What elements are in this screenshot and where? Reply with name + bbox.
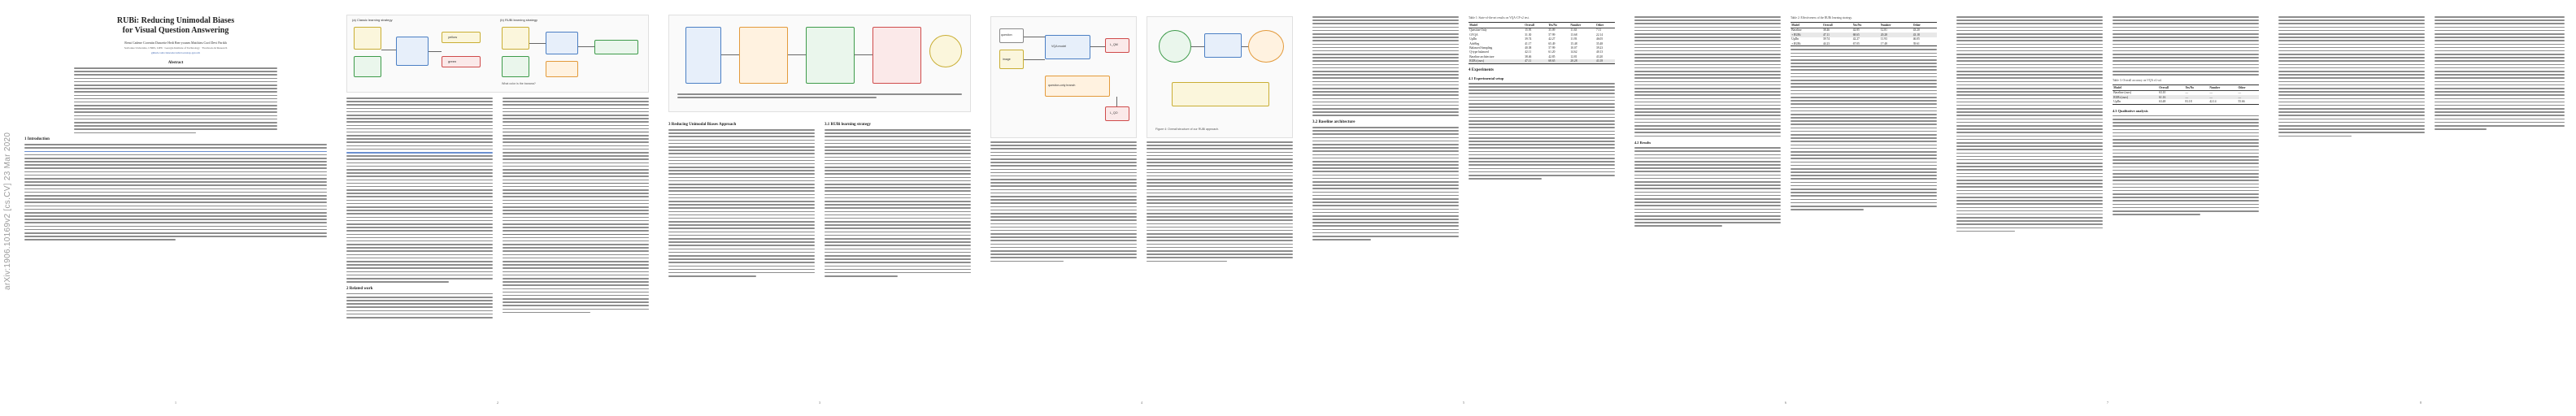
table-cell: — bbox=[2209, 91, 2213, 95]
table-cell: 43.20 bbox=[1912, 28, 1920, 32]
page-number: 1 bbox=[175, 401, 176, 405]
table-cell: Baseline architecture bbox=[1469, 54, 1495, 58]
intro-text bbox=[24, 144, 327, 240]
table-cell: 68.65 bbox=[1547, 59, 1569, 64]
table-cell: Baseline bbox=[1791, 28, 1802, 32]
table-cell: 39.61 bbox=[1912, 41, 1920, 46]
fig3-image-label: image bbox=[1003, 58, 1011, 61]
table-cell: 42.27 bbox=[1852, 37, 1860, 41]
page2-right-text bbox=[503, 98, 649, 313]
page-number: 6 bbox=[1785, 401, 1786, 405]
table-cell: UpDn bbox=[2113, 99, 2121, 103]
table-cell: 57.99 bbox=[1548, 32, 1556, 37]
table-2-caption: Table 2: Effectiveness of the RUBi learning strategy. bbox=[1791, 16, 1852, 20]
table-3-header: Model bbox=[2113, 85, 2158, 90]
table-cell: Balanced Sampling bbox=[1469, 46, 1493, 50]
table-cell: 65.49 bbox=[1548, 41, 1556, 46]
table-cell: 42.85 bbox=[1548, 54, 1556, 58]
table-3 bbox=[2113, 84, 2259, 105]
fig4-node-c bbox=[1248, 30, 1284, 63]
table-cell: 67.05 bbox=[1852, 41, 1860, 46]
vqa-model-box bbox=[396, 37, 429, 66]
table-1 bbox=[1469, 22, 1615, 64]
table-cell: 55.66 bbox=[2238, 99, 2245, 103]
paper-page-1 bbox=[18, 11, 333, 406]
fig2-panel-a bbox=[685, 27, 721, 84]
section-qualitative: 4.3 Qualitative analysis bbox=[2113, 108, 2148, 113]
paper-page-3 bbox=[662, 11, 977, 406]
section-baseline: 3.2 Baseline architecture bbox=[1312, 120, 1355, 125]
table-2-header: Other bbox=[1912, 23, 1937, 28]
table-cell: 41.17 bbox=[1525, 41, 1532, 46]
table-cell: 15.48 bbox=[1570, 41, 1577, 46]
fig3-loss-qm-label: L_QM bbox=[1110, 43, 1118, 46]
table-2-header: Number bbox=[1880, 23, 1912, 28]
page2-left-text bbox=[346, 98, 493, 283]
figure-4 bbox=[1147, 16, 1293, 138]
table-cell: + RUBi bbox=[1791, 32, 1822, 37]
table-row bbox=[1791, 41, 1937, 46]
table-cell: 47.11 bbox=[1822, 32, 1852, 37]
section-introduction: 1 Introduction bbox=[24, 137, 50, 142]
table-cell: Baseline (ours) bbox=[2113, 91, 2132, 95]
table-cell: 43.20 bbox=[1596, 54, 1603, 58]
table-cell: — bbox=[2185, 91, 2189, 95]
fig1-label-rubi: (b) RUBi learning strategy bbox=[500, 18, 538, 22]
abstract-heading: Abstract bbox=[168, 61, 184, 65]
table-cell: 63.10 bbox=[2159, 91, 2166, 95]
figure-1 bbox=[346, 15, 649, 93]
table-row bbox=[2113, 99, 2259, 104]
table-cell: — bbox=[2208, 95, 2237, 99]
table-3-header: Other bbox=[2237, 85, 2259, 90]
table-cell: RUBi (ours) bbox=[1469, 59, 1524, 64]
table-cell: 81.18 bbox=[2185, 99, 2192, 103]
table-cell: 39.74 bbox=[1823, 37, 1830, 41]
table-cell: 10.07 bbox=[1570, 46, 1577, 50]
author-list: Remi Cadene Corentin Dancette Hedi Ben-younes Matthieu Cord Devi Parikh bbox=[124, 41, 227, 45]
fig3-vqa-model-label: VQA model bbox=[1051, 45, 1067, 48]
table-cell: 39.74 bbox=[1525, 37, 1532, 41]
table-cell: 42.14 bbox=[2209, 99, 2217, 103]
table-1-header: Number bbox=[1569, 23, 1595, 28]
table-cell: 12.81 bbox=[1570, 54, 1577, 58]
table-cell: 44.23 bbox=[1823, 41, 1830, 46]
table-cell: 43.18 bbox=[1595, 59, 1615, 64]
table-cell: 11.93 bbox=[1880, 37, 1887, 41]
paper-page-8 bbox=[2272, 11, 2569, 406]
table-cell: GVQA bbox=[1469, 32, 1478, 37]
paper-page-6 bbox=[1628, 11, 1943, 406]
table-row bbox=[1469, 59, 1615, 64]
table-cell: — bbox=[2184, 95, 2208, 99]
fig2-panel-d bbox=[872, 27, 921, 84]
table-cell: 43.18 bbox=[1912, 32, 1937, 37]
fig2-panel-b bbox=[739, 27, 788, 84]
table-cell: 47.11 bbox=[1524, 59, 1547, 64]
table-2-header: Yes/No bbox=[1852, 23, 1880, 28]
table-1-caption: Table 1: State-of-the-art results on VQA-CP v2 test. bbox=[1469, 16, 1530, 20]
table-cell: 42.11 bbox=[1525, 50, 1532, 54]
table-cell: 40.38 bbox=[1525, 46, 1532, 50]
fig4-node-d bbox=[1172, 82, 1269, 106]
page-number: 4 bbox=[1141, 401, 1142, 405]
table-cell: Q-type balanced bbox=[1469, 50, 1489, 54]
table-cell: 40.13 bbox=[1596, 50, 1603, 54]
rubi-output-box bbox=[594, 40, 638, 54]
table-cell: Question-Only bbox=[1469, 28, 1487, 32]
table-cell: — bbox=[2238, 91, 2242, 95]
table-3-caption: Table 3: Overall accuracy on VQA v2 val. bbox=[2113, 78, 2162, 82]
abstract-text bbox=[74, 67, 277, 133]
fig4-caption: Figure 4: Overall structure of our RUBi approach. bbox=[1155, 128, 1220, 131]
table-cell: — bbox=[2237, 95, 2259, 99]
page-number: 2 bbox=[497, 401, 498, 405]
rubi-green-thumbnail bbox=[502, 56, 529, 77]
green-banana-thumbnail bbox=[354, 56, 381, 77]
rubi-vqa-model-box bbox=[546, 32, 578, 54]
figure-3 bbox=[990, 16, 1137, 138]
table-cell: 68.65 bbox=[1852, 32, 1880, 37]
page-number: 5 bbox=[1463, 401, 1464, 405]
table-cell: 63.48 bbox=[2159, 99, 2166, 103]
table-cell: 20.28 bbox=[1569, 59, 1595, 64]
table-cell: 11.63 bbox=[1570, 28, 1577, 32]
table-cell: 35.48 bbox=[1596, 41, 1603, 46]
table-cell: 39.23 bbox=[1596, 46, 1603, 50]
table-cell: UpDn bbox=[1791, 37, 1799, 41]
table-cell: 42.27 bbox=[1548, 37, 1556, 41]
fig3-loss-qo-label: L_QO bbox=[1110, 111, 1118, 115]
table-cell: 20.28 bbox=[1880, 32, 1912, 37]
fig4-node-a bbox=[1159, 30, 1191, 63]
github-link[interactable]: github.com/cdancette/rubi.bootstrap.pytorch bbox=[150, 51, 201, 54]
table-cell: 38.46 bbox=[1823, 28, 1830, 32]
paper-page-4 bbox=[984, 11, 1299, 406]
page-number: 8 bbox=[2420, 401, 2422, 405]
rubi-question-branch-box bbox=[546, 61, 578, 77]
table-cell: 14.62 bbox=[1570, 50, 1577, 54]
table-cell: 12.81 bbox=[1880, 28, 1887, 32]
table-cell: RUBi (ours) bbox=[2113, 95, 2158, 99]
table-cell: AdvReg bbox=[1469, 41, 1480, 46]
table-1-header: Yes/No bbox=[1547, 23, 1569, 28]
table-cell: + RUBi bbox=[1791, 41, 1801, 46]
section-results: 4.2 Results bbox=[1634, 141, 1651, 145]
section-rubi-strategy: 3.1 RUBi learning strategy bbox=[825, 123, 871, 127]
section-approach: 3 Reducing Unimodal Biases Approach bbox=[668, 123, 737, 127]
section-related-work: 2 Related work bbox=[346, 286, 373, 291]
page-number: 7 bbox=[2107, 401, 2108, 405]
paper-page-5 bbox=[1306, 11, 1621, 406]
arxiv-identifier: arXiv:1906.10169v2 [cs.CV] 23 Mar 2020 bbox=[3, 132, 12, 291]
table-cell: 11.93 bbox=[1570, 37, 1577, 41]
table-cell: 7.11 bbox=[1596, 28, 1602, 32]
table-cell: 61.20 bbox=[1548, 50, 1556, 54]
table-cell: 57.99 bbox=[1548, 46, 1556, 50]
rubi-banana-thumbnail bbox=[502, 27, 529, 50]
table-cell: 31.30 bbox=[1525, 32, 1532, 37]
paper-title: RUBi: Reducing Unimodal Biases for Visual Question Answering bbox=[116, 16, 235, 35]
fig3-question-branch-label: question-only branch bbox=[1048, 84, 1076, 87]
table-2-header: Overall bbox=[1822, 23, 1852, 28]
table-cell: 15.95 bbox=[1525, 28, 1532, 32]
table-cell: 42.85 bbox=[1852, 28, 1860, 32]
answer-yellow-label: yellow bbox=[448, 35, 458, 39]
paper-page-7 bbox=[1950, 11, 2265, 406]
fig1-label-classic: (a) Classic learning strategy bbox=[352, 18, 393, 22]
paper-page-2 bbox=[340, 11, 655, 406]
banana-image-thumbnail bbox=[354, 27, 381, 50]
fig2-panel-c bbox=[806, 27, 855, 84]
table-3-header: Number bbox=[2208, 85, 2237, 90]
table-2-header: Model bbox=[1791, 23, 1822, 28]
fig3-question-label: question bbox=[1001, 33, 1012, 37]
fig4-node-b bbox=[1204, 33, 1242, 58]
fig2-circle bbox=[929, 35, 962, 67]
fig1-question: What color is the banana? bbox=[502, 82, 536, 85]
table-3-header: Yes/No bbox=[2184, 85, 2208, 90]
table-cell: 46.05 bbox=[1596, 37, 1603, 41]
table-1-header: Overall bbox=[1524, 23, 1547, 28]
table-cell: 22.14 bbox=[1596, 32, 1603, 37]
affiliations: Sorbonne Universite, CNRS, LIP6 · Georgia Institute of Technology · Facebook AI Research bbox=[124, 46, 228, 50]
table-2 bbox=[1791, 22, 1937, 46]
section-experiments: 4 Experiments bbox=[1469, 67, 1494, 72]
page-number: 3 bbox=[819, 401, 820, 405]
table-cell: 17.48 bbox=[1880, 41, 1887, 46]
table-cell: UpDn bbox=[1469, 37, 1477, 41]
table-1-header: Model bbox=[1469, 23, 1524, 28]
table-cell: 35.09 bbox=[1548, 28, 1556, 32]
answer-green-label: green bbox=[448, 59, 457, 63]
table-1-header: Other bbox=[1595, 23, 1615, 28]
figure-2 bbox=[668, 15, 971, 112]
table-cell: 13.68 bbox=[1570, 32, 1577, 37]
table-cell: 46.05 bbox=[1912, 37, 1920, 41]
table-cell: 38.46 bbox=[1525, 54, 1532, 58]
section-setup: 4.1 Experimental setup bbox=[1469, 76, 1504, 80]
table-cell: 61.16 bbox=[2158, 95, 2184, 99]
table-3-header: Overall bbox=[2158, 85, 2184, 90]
